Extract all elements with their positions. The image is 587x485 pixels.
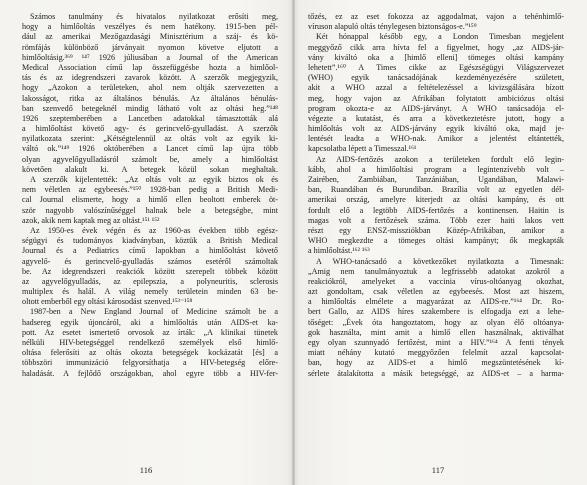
text-line: multiplex és halál. A világ nemely területein minden 63 be- xyxy=(22,287,278,297)
text-line: lakosságot, ritka az általános bénulás. Az általános bénulás- xyxy=(22,93,278,103)
text-line: az agyvelőgyulladás, az epilepszia, a polyneuritis, sclerosis xyxy=(22,276,278,286)
text-line: amerikai ország, amelyre kiterjedt az oltási kampány, és ott xyxy=(308,195,564,205)
text-line: követően alakult ki. A betegek közül sokan meghaltak. xyxy=(22,164,278,174)
text-line: lehetett”.¹⁶⁰ A Times cikke az Egészségügyi Világszervezet xyxy=(308,62,564,72)
text-line: fordult elő a legtöbb AIDS-fertőzés a kontinensen. Haitin is xyxy=(308,205,564,215)
text-line: WHO megkezdte a tömeges oltási kampányt; ők megkapták xyxy=(308,236,564,246)
text-line: hogy a himlőoltás veszélyes és nem hatékony. 1915-ben pél- xyxy=(22,22,278,32)
text-line: tőséget: „Évek óta hangoztatom, hogy az olyan élő oltóanya- xyxy=(308,317,564,327)
text-line: hadsereg egyik újoncáról, aki a himlőoltás után AIDS-et ka- xyxy=(22,317,278,327)
text-line: magas volt a fertőzések száma. Több ezer haiti lakos vett xyxy=(308,215,564,225)
text-line: program okozta-e az AIDS-járványt. A WHO tanácsadója el- xyxy=(308,103,564,113)
text-line: vány kiváltó oka a [himlő elleni] tömeges oltási kampány xyxy=(308,52,564,62)
text-line: gok használta, mint amit a himlő ellen használnak, aktiválhat xyxy=(308,327,564,337)
text-line: lentését leadta a WHO-nak. Amikor a jelentést eltántették, xyxy=(308,134,564,144)
text-line: „Amig nem tanulmányoztuk a legfrissebb adatokat azokról a xyxy=(308,266,564,276)
text-line: tás és az idegrendszeri zavarok között. A szerzők megjegyzik, xyxy=(22,73,278,83)
text-line: meggyőző cikk arra hívta fel a figyelmet, hogy „az AIDS-jár- xyxy=(308,42,564,52)
text-line: részt egy ENSZ-missziókban Közép-Afrikában, amikor a xyxy=(308,225,564,235)
text-line: A szerzők kijelentették: „Az oltás volt az egyik biztos ok és xyxy=(30,175,278,184)
text-line: bert Gallo, az AIDS híres szakembere is elfogadja ezt a lehe- xyxy=(308,307,564,317)
right-page xyxy=(294,0,587,485)
text-line: a himlőoltást követő agy- és gerincvelő-gyulladást. A szerzők xyxy=(22,124,278,134)
text-line: ban, hogy az AIDS-et a himlő megszüntetésének kí- xyxy=(308,358,564,368)
text-line: kapcsolatba lépett a Timesszal.¹⁶¹ xyxy=(308,144,417,154)
text-line: ban szenvedő betegeknél mindig látható volt az oltási heg.”¹⁴⁸ xyxy=(22,103,278,113)
text-line: be. Az idegrendszeri reakciók között szerepelt többek között xyxy=(22,266,278,276)
text-line: (WHO) egyik tanácsadójának kezdeményezésére született, xyxy=(308,73,564,83)
text-line: sérlete átalakította a másik betegséggé, az AIDS-et – a harma- xyxy=(308,368,564,378)
text-line: römfájás különböző járványait nyomon követve eljutott a xyxy=(22,42,278,52)
text-line: 1926 szeptemberében a Lancetben adatokkal támasztották alá xyxy=(22,113,278,123)
left-page xyxy=(0,0,293,485)
text-line: kább, ahol a himlőoltási program a legintenzívebb volt – xyxy=(308,164,564,174)
text-line: himlőoltásig.³⁶⁹ ¹⁴⁷ 1926 júliusában a Journal of the American xyxy=(22,52,278,62)
left-page-text xyxy=(22,12,278,379)
text-line: nélküli HIV-betegséggel rendelkező személyek első himlő- xyxy=(22,338,278,347)
text-line: miatt néhány kutató meggyőzően felelmít azzal kapcsolat- xyxy=(308,348,564,358)
text-line: Két hónappal később egy, a London Timesban megjelent xyxy=(316,32,564,42)
text-line: többszöri immunizáció felgyorsíthatja a HIV-betegség előre- xyxy=(22,358,278,368)
text-line: haladását. A fejlődő országokban, ahol egyre több a HIV-fer- xyxy=(22,368,278,378)
text-line: a himlőoltást.¹⁶² ¹⁶³ xyxy=(308,246,370,256)
text-line: dául az amerikai Mezőgazdasági Minisztérium a száj- és kö- xyxy=(22,32,278,42)
text-line: Journal és a Pediatrics című lapokban a himlőoltást követő xyxy=(22,246,278,256)
text-line: Az 1950-es évek végén és az 1960-as években több egész- xyxy=(30,225,278,235)
text-line: Medical Association című lap összefüggésbe hozta a himlőol- xyxy=(22,62,278,72)
text-line: olyan agyvelőgyulladásról számolt be, amely a himlőoltást xyxy=(22,154,278,164)
text-line: meg, hogy vajon az Afrikában folytatott ambiciózus oltási xyxy=(308,93,564,103)
text-line: ször nagyobb valószínűséggel halnak bele a betegségbe, mint xyxy=(22,205,278,215)
text-line: oltása felerősíti az oltás okozta betegségek kockázatát [és] a xyxy=(22,348,278,358)
text-line: víruson alapuló oltás ténylegesen biztonságos-e.”¹⁵⁹ xyxy=(308,22,477,32)
text-line: reakciókról, amelyeket a vaccinia vírus-oltóanyag okozhat, xyxy=(308,276,564,286)
text-line: A WHO-tanácsadó a következőket nyilatkozta a Timesnak: xyxy=(316,256,564,266)
text-line: pott. Az esetet ismertető orvosok az írták: „A klinikai tünetek xyxy=(22,327,278,337)
text-line: váltó ok.”¹⁴⁹ 1926 októberében a Lancet című lap újra több xyxy=(22,144,278,154)
text-line: Zairében, Zambiában, Tanzániában, Ugandában, Malawi- xyxy=(308,175,564,184)
text-line: akit a WHO azzal a feltételezéssel a kivizsgálására bízott xyxy=(308,83,564,93)
text-line: Számos tanulmány és hivatalos nyilatkozat erősíti meg, xyxy=(30,12,278,21)
text-line: egy olyan szunnyadó fertőzést, mint a HIV.”¹⁶⁴ A fenti tények xyxy=(308,338,564,347)
right-page-text xyxy=(308,12,564,379)
text-line: 1987-ben a New England Journal of Medicine számolt be a xyxy=(30,307,278,317)
text-line: tőzés, ez az eset fokozza az aggodalmat, vajon a tehénhimlő- xyxy=(308,12,564,21)
text-line: oltott emberből egy oltási károsodást szenved.¹⁵³⁻¹⁵⁸ xyxy=(22,297,193,307)
text-line: nyilatkozata szerint: „Kétségtelennül az oltás volt az egyik ki- xyxy=(22,134,278,144)
text-line: végezte a kutatást, és arra a következtetésre jutott, hogy a xyxy=(308,113,564,123)
page-number-left: 116 xyxy=(139,465,153,475)
text-line: hogy „Azokon a területeken, ahol nem oltják szervezetten a xyxy=(22,83,278,93)
text-line: Az AIDS-fertőzés azokon a területeken fordult elő legin- xyxy=(316,154,564,164)
text-line: cal Journal elismerte, hogy a himlő ellen beoltott emberek öt- xyxy=(22,195,278,205)
text-line: azt gondoltam, csak véletlen az egybeesés. Most azt hiszem, xyxy=(308,287,564,297)
text-line: himlőoltás volt az AIDS-járvány egyik kiváltó oka, majd je- xyxy=(308,124,564,134)
page-number-right: 117 xyxy=(431,465,445,475)
text-line: a himlőoltás elmélete a magyarázat az AIDS-re.”¹⁶⁴ Dr. Ro- xyxy=(308,297,564,307)
text-line: nem véletlen az egybeesés.”¹⁵⁰ 1928-ban pedig a British Medi- xyxy=(22,185,278,195)
text-line: agyvelő- és gerincvelő-gyulladás számos esetéről számoltak xyxy=(22,256,278,266)
text-line: ban, Ruandában és Burundiban. Brazília volt az egyetlen dél- xyxy=(308,185,564,195)
text-line: azok, akik nem kaptak meg az oltást.¹⁵¹ ¹⁵² xyxy=(22,215,160,225)
text-line: ségügyi és tudományos kiadványban, köztük a British Medical xyxy=(22,236,278,246)
